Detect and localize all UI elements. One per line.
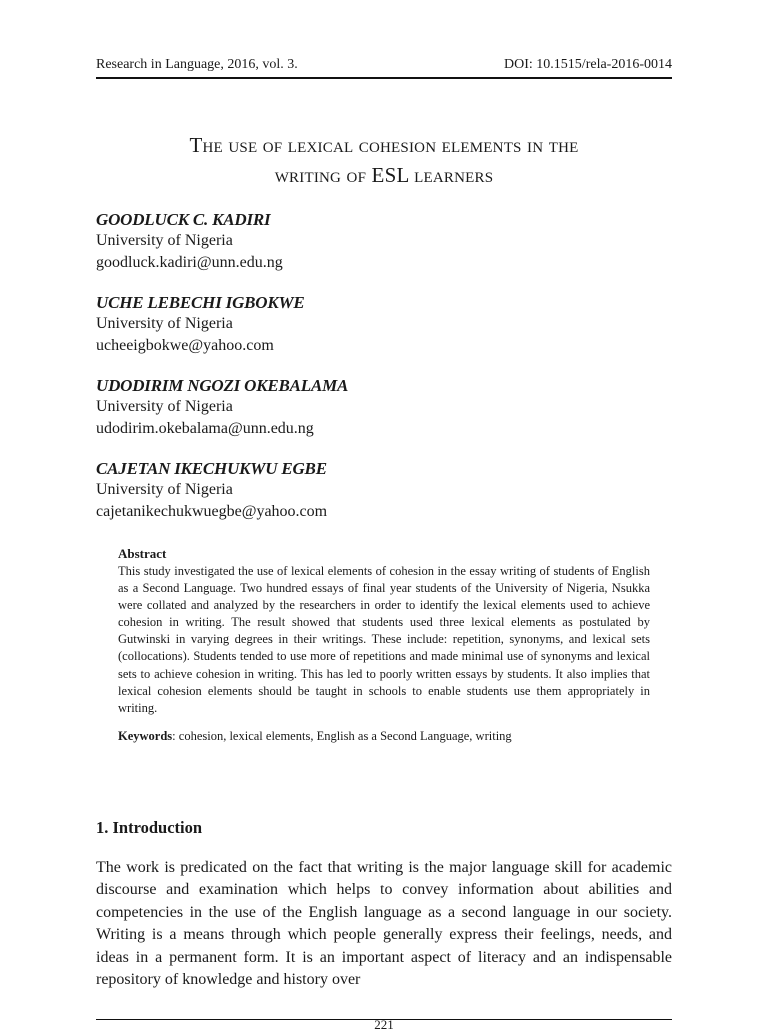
author-email: goodluck.kadiri@unn.edu.ng [96, 254, 283, 271]
abstract [118, 545, 650, 745]
author-name: GOODLUCK C. KADIRI [96, 210, 271, 229]
paper-title-line-1: The use of lexical cohesion elements in the [189, 133, 579, 157]
author-list [96, 209, 672, 541]
paper-title [96, 130, 672, 190]
page-number: 221 [374, 1017, 394, 1032]
author-block [96, 458, 672, 523]
author-affiliation: University of Nigeria [96, 398, 233, 415]
keywords-label: Keywords [118, 728, 173, 743]
author-affiliation: University of Nigeria [96, 481, 233, 498]
author-affiliation: University of Nigeria [96, 232, 233, 249]
paper-title-line-2: writing of ESL learners [274, 163, 494, 187]
author-affiliation: University of Nigeria [96, 315, 233, 332]
running-head [96, 55, 672, 75]
keywords-list: : cohesion, lexical elements, English as a Second Language, writing [172, 728, 512, 743]
section-body-text: The work is predicated on the fact that writing is the major language skill for academic discourse and examination which helps to convey information about abilities and competencies in the use of the English language as a second language in our society. Writing is a means through which people generally express their feelings, needs, and ideas in a permanent form. It is an important aspect of literacy and an indispensable repository of knowledge and history over [96, 859, 672, 989]
abstract-text: This study investigated the use of lexical elements of cohesion in the essay writing of students of English as a Second Language. Two hundred essays of final year students of the University of Nigeria, Nsukka were collated and analyzed by the researchers in order to identify the lexical elements used to achieve cohesion in writing. The result showed that students used three lexical elements as postulated by Gutwinski in varying degrees in their writings. These include: repetition, synonyms, and lexical sets (collocations). Students tended to use more of repetitions and made minimal use of synonyms and lexical sets to achieve cohesion in writing. This has led to poorly written essays by students. It also implies that lexical cohesion elements should be taught in schools to enable students use them appropriately in writing. [118, 564, 650, 715]
keywords-line [118, 728, 650, 745]
author-email: cajetanikechukwuegbe@yahoo.com [96, 503, 328, 520]
journal-citation: Research in Language, 2016, vol. 3. [96, 57, 298, 72]
author-email: udodirim.okebalama@unn.edu.ng [96, 420, 314, 437]
author-name: UDODIRIM NGOZI OKEBALAMA [96, 376, 349, 395]
author-email: ucheeigbokwe@yahoo.com [96, 337, 274, 354]
author-block [96, 375, 672, 440]
author-block [96, 209, 672, 274]
doi: DOI: 10.1515/rela-2016-0014 [504, 57, 672, 72]
author-name: UCHE LEBECHI IGBOKWE [96, 293, 305, 312]
author-block [96, 292, 672, 357]
section-heading: 1. Introduction [96, 818, 203, 837]
abstract-heading: Abstract [118, 546, 167, 561]
header-rule [96, 77, 672, 79]
author-name: CAJETAN IKECHUKWU EGBE [96, 459, 327, 478]
